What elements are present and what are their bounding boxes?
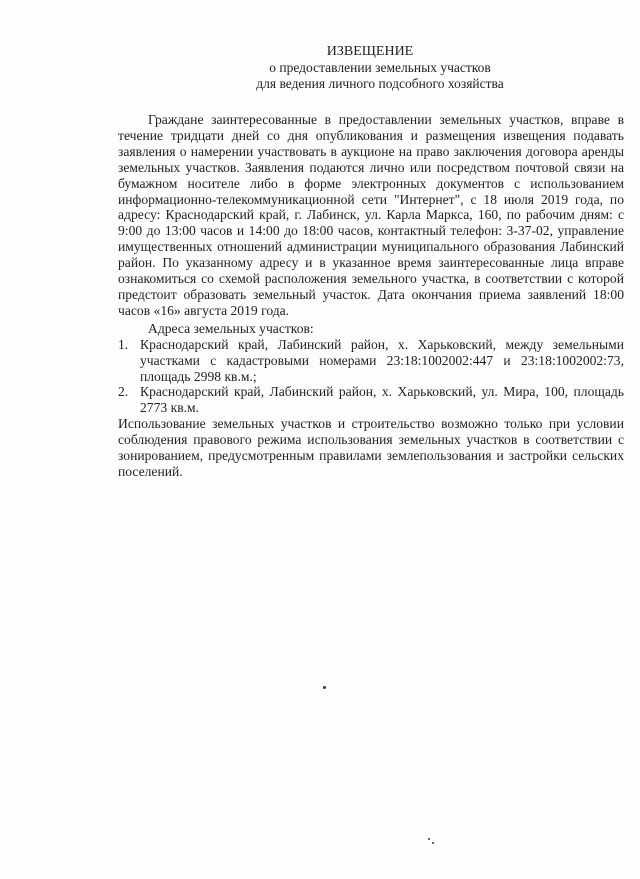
address-number: 2.: [118, 384, 129, 400]
document-title: ИЗВЕЩЕНИЕ: [326, 44, 414, 59]
addresses-list: [118, 337, 624, 417]
closing-note: Использование земельных участков и строительство возможно только при условии соблюдения правового режима использования земельных участков в соответствии с зонированием, предусмотренным правилами землепользования и застройки сельских поселений.: [118, 416, 624, 479]
address-text: Краснодарский край, Лабинский район, х. Харьковский, между земельными участками с кадастровыми номерами 23:18:1002002:447 и 23:18:1002002:73, площадь 2998 кв.м.;: [140, 336, 624, 384]
addresses-heading: Адреса земельных участков:: [148, 320, 314, 336]
address-number: 1.: [118, 336, 129, 352]
address-item: [118, 337, 624, 385]
address-text: Краснодарский край, Лабинский район, х. Харьковский, ул. Мира, 100, площадь 2773 кв.м.: [140, 384, 624, 416]
address-item: [118, 384, 624, 416]
document-subtitle-line1: о предоставлении земельных участков: [269, 60, 491, 75]
document-body: [118, 112, 624, 480]
main-paragraph: Граждане заинтересованные в предоставлении земельных участков, вправе в течение тридцати дней со дня опубликования и размещения извещения подавать заявления о намерении участвовать в аукционе на право заключения договора аренды земельных участков. Заявления подаются лично или посредством почтовой связи на бумажном носителе либо в форме электронных документов с использованием информационно-телекоммуникационной сети "Интернет", с 18 июля 2019 года, по адресу: Краснодарский край, г. Лабинск, ул. Карла Маркса, 160, по рабочим дням: с 9:00 до 13:00 часов и 14:00 до 18:00 часов, контактный телефон: 3-37-02, управление имущественных отношений администрации муниципального образования Лабинский район. По указанному адресу и в указанное время заинтересованные лица вправе ознакомиться со схемой расположения земельного участка, в соответствии с которой предстоит образовать земельный участок. Дата окончания приема заявлений 18:00 часов «16» августа 2019 года.: [118, 112, 624, 318]
scan-speck: [428, 838, 430, 840]
scan-speck: [432, 842, 434, 844]
scan-speck: [323, 686, 326, 689]
document-subtitle-line2: для ведения личного подсобного хозяйства: [256, 76, 504, 91]
